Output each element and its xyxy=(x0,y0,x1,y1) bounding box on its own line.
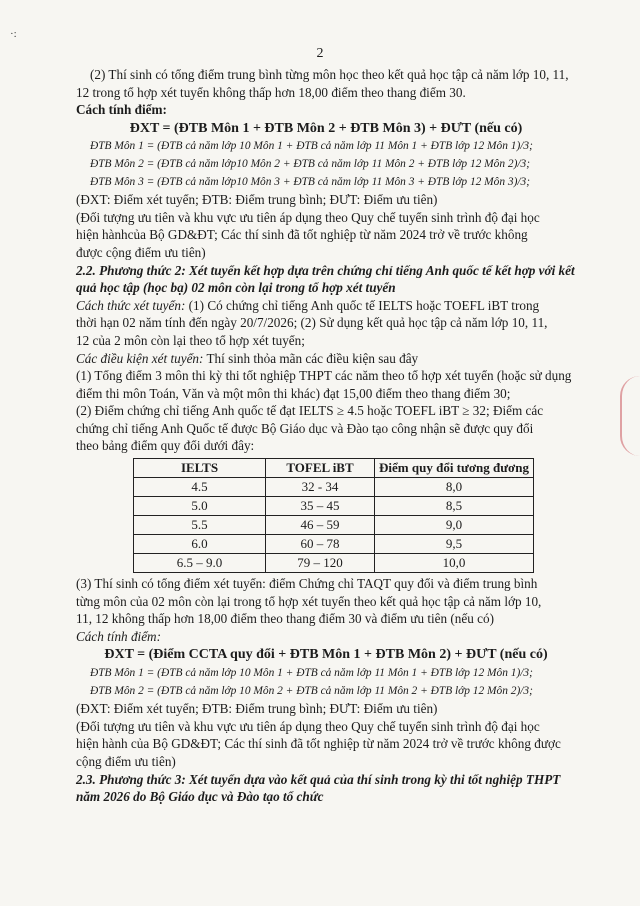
table-cell: 8,5 xyxy=(375,497,534,516)
page-number: 2 xyxy=(316,46,324,61)
legend-2: (ĐXT: Điểm xét tuyển; ĐTB: Điểm trung bình; ĐƯT: Điểm ưu tiên) xyxy=(76,701,438,717)
score-conversion-table xyxy=(133,458,534,573)
table-row xyxy=(134,554,534,573)
dtb-line: ĐTB Môn 2 = (ĐTB cả năm lớp 10 Môn 2 + ĐTB cả năm lớp 11 Môn 2 + ĐTB lớp 12 Môn 2)/3; xyxy=(90,684,533,697)
table-row xyxy=(134,516,534,535)
method-text: (1) Có chứng chỉ tiếng Anh quốc tế IELTS hoặc TOEFL iBT trong xyxy=(185,297,540,313)
formula-2: ĐXT = (Điểm CCTA quy đổi + ĐTB Môn 1 + ĐTB Môn 2) + ĐƯT (nếu có) xyxy=(104,647,548,663)
table-cell: 6.0 xyxy=(134,535,266,554)
para1-line: 12 trong tổ hợp xét tuyển không thấp hơn 18,00 điểm theo thang điểm 30. xyxy=(76,84,466,100)
dtb-line: ĐTB Môn 1 = (ĐTB cả năm lớp 10 Môn 1 + ĐTB cả năm lớp 11 Môn 1 + ĐTB lớp 12 Môn 1)/3; xyxy=(90,140,533,153)
table-cell: 35 – 45 xyxy=(266,497,375,516)
table-cell: 5.5 xyxy=(134,516,266,535)
conditions-label: Các điều kiện xét tuyển: xyxy=(76,350,204,366)
condition-2-line: theo bảng điểm quy đổi dưới đây: xyxy=(76,438,255,454)
section-heading-2-2: 2.2. Phương thức 2: Xét tuyển kết hợp dựa trên chứng chỉ tiếng Anh quốc tế kết hợp với kết xyxy=(76,262,575,278)
section-heading-2-2: quả học tập (học bạ) 02 môn còn lại trong tổ hợp xét tuyển xyxy=(76,280,396,296)
condition-3-line: từng môn của 02 môn còn lại trong tổ hợp xét tuyển theo kết quả học tập cả năm lớp 10, xyxy=(76,593,542,609)
condition-2-line: chứng chỉ tiếng Anh Quốc tế được Bộ Giáo dục và Đào tạo công nhận sẽ được quy đổi xyxy=(76,420,534,436)
priority-line: (Đối tượng ưu tiên và khu vực ưu tiên áp dụng theo Quy chế tuyển sinh trình độ đại học xyxy=(76,209,540,225)
table-cell: 4.5 xyxy=(134,478,266,497)
table-cell: 8,0 xyxy=(375,478,534,497)
dtb-line: ĐTB Môn 3 = (ĐTB cả năm lớp10 Môn 3 + ĐTB cả năm lớp 11 Môn 3 + ĐTB lớp 12 Môn 3)/3; xyxy=(90,175,531,188)
condition-2-line: (2) Điểm chứng chỉ tiếng Anh quốc tế đạt IELTS ≥ 4.5 hoặc TOEFL iBT ≥ 32; Điểm các xyxy=(76,403,544,419)
condition-3-line: (3) Thí sinh có tổng điểm xét tuyển: điểm Chứng chỉ TAQT quy đổi và điểm trung bình xyxy=(76,576,538,592)
condition-1-line: (1) Tổng điểm 3 môn thi kỳ thi tốt nghiệp THPT các năm theo tổ hợp xét tuyển (hoặc sử dụng xyxy=(76,368,572,384)
table-row xyxy=(134,478,534,497)
condition-1-line: điểm thi môn Toán, Văn và một môn thi khác) đạt 15,00 điểm theo thang điểm 30; xyxy=(76,385,511,401)
conditions-text: Thí sinh thỏa mãn các điều kiện sau đây xyxy=(203,350,419,366)
table-cell: 6.5 – 9.0 xyxy=(134,554,266,573)
method-text: thời hạn 02 năm tính đến ngày 20/7/2026; (2) Sử dụng kết quả học tập cả năm lớp 10, 11, xyxy=(76,315,548,331)
header-toefl: TOFEL iBT xyxy=(266,459,375,478)
priority-line: cộng điểm ưu tiên) xyxy=(76,754,176,769)
para1-line: (2) Thí sinh có tổng điểm trung bình từng môn học theo kết quả học tập cả năm lớp 10, 11, xyxy=(90,67,569,82)
calc-heading-2: Cách tính điểm: xyxy=(76,628,161,644)
priority-line: hiện hành của Bộ GD&ĐT; Các thí sinh đã tốt nghiệp từ năm 2024 trở về trước không được xyxy=(76,736,561,752)
table-cell: 60 – 78 xyxy=(266,535,375,554)
table-header-row xyxy=(134,459,534,478)
table-cell: 46 – 59 xyxy=(266,516,375,535)
dtb-line: ĐTB Môn 1 = (ĐTB cả năm lớp 10 Môn 1 + ĐTB cả năm lớp 11 Môn 1 + ĐTB lớp 12 Môn 1)/3; xyxy=(90,667,533,680)
header-converted: Điểm quy đổi tương đương xyxy=(375,459,534,478)
table-row xyxy=(134,497,534,516)
method-label: Cách thức xét tuyển: xyxy=(76,297,186,313)
dtb-line: ĐTB Môn 2 = (ĐTB cả năm lớp10 Môn 2 + ĐTB cả năm lớp 11 Môn 2 + ĐTB lớp 12 Môn 2)/3; xyxy=(90,157,531,170)
table-cell: 9,0 xyxy=(375,516,534,535)
section-heading-2-3: năm 2026 do Bộ Giáo dục và Đào tạo tổ chức xyxy=(76,789,324,805)
table-cell: 10,0 xyxy=(375,554,534,573)
table-cell: 32 - 34 xyxy=(266,478,375,497)
table-cell: 79 – 120 xyxy=(266,554,375,573)
priority-line: được cộng điểm ưu tiên) xyxy=(76,244,206,260)
document-body xyxy=(76,66,576,806)
method-text: 12 của 2 môn còn lại theo tổ hợp xét tuyển; xyxy=(76,332,305,348)
red-stamp-edge xyxy=(620,376,640,456)
table-cell: 5.0 xyxy=(134,497,266,516)
priority-line: (Đối tượng ưu tiên và khu vực ưu tiên áp dụng theo Quy chế tuyển sinh trình độ đại học xyxy=(76,718,540,734)
table-row xyxy=(134,535,534,554)
table-cell: 9,5 xyxy=(375,535,534,554)
legend-1: (ĐXT: Điểm xét tuyển; ĐTB: Điểm trung bình; ĐƯT: Điểm ưu tiên) xyxy=(76,192,438,208)
formula-1: ĐXT = (ĐTB Môn 1 + ĐTB Môn 2 + ĐTB Môn 3) + ĐƯT (nếu có) xyxy=(129,120,523,136)
section-heading-2-3: 2.3. Phương thức 3: Xét tuyển dựa vào kết quả của thí sinh trong kỳ thi tốt nghiệp THPT xyxy=(76,771,561,787)
priority-line: hiện hànhcủa Bộ GD&ĐT; Các thí sinh đã tốt nghiệp từ năm 2024 trở về trước không xyxy=(76,227,528,243)
calc-heading: Cách tính điểm: xyxy=(76,102,167,118)
corner-scan-mark: ·: xyxy=(10,28,17,40)
header-ielts: IELTS xyxy=(134,459,266,478)
condition-3-line: 11, 12 không thấp hơn 18,00 điểm theo thang điểm 30 và điểm ưu tiên (nếu có) xyxy=(76,611,494,627)
